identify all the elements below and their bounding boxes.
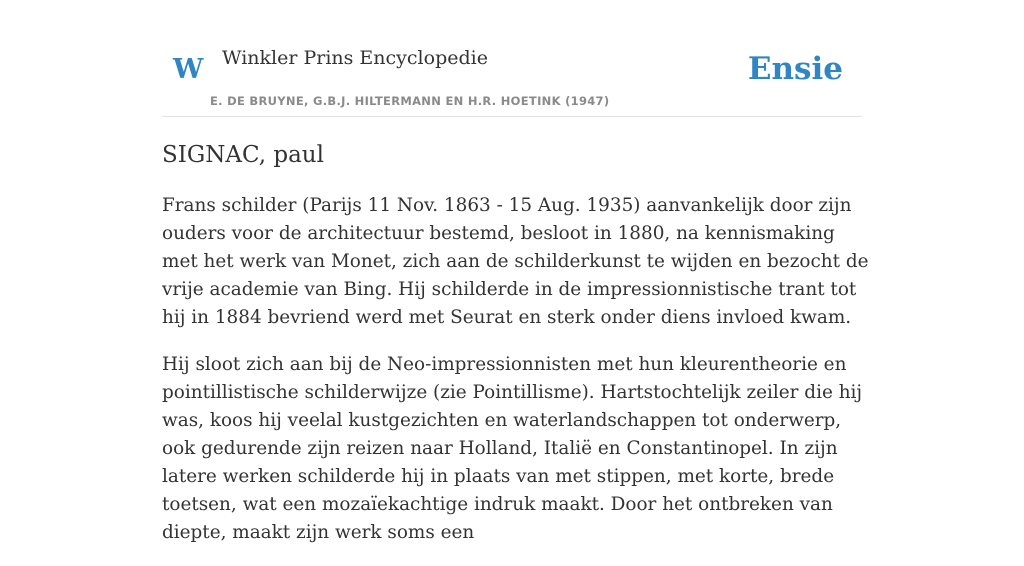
article-title: SIGNAC, paul [162,142,324,168]
site-header [162,0,862,117]
winkler-prins-logo[interactable]: W [173,54,204,85]
article-paragraph: Hij sloot zich aan bij de Neo-impressionnisten met hun kleurentheorie en pointillistische schilderwijze (zie Pointillisme). Hartstochtelijk zeiler die hij was, koos hij veelal kustgezichten en waterlandschappen tot onderwerp, ook gedurende zijn reizen naar Holland, Italië en Constantinopel. In zijn latere werken schilderde hij in plaats van met stippen, met korte, brede toetsen, wat een mozaïekachtige indruk maakt. Door het ontbreken van diepte, maakt zijn werk soms een [162,354,863,543]
article-paragraph: Frans schilder (Parijs 11 Nov. 1863 - 15 Aug. 1935) aanvankelijk door zijn ouders voor de architectuur bestemd, besloot in 1880, na kennismaking met het werk van Monet, zich aan de schilderkunst te wijden en bezocht de vrije academie van Bing. Hij schilderde in de impressionnistische trant tot hij in 1884 bevriend werd met Seurat en sterk onder diens invloed kwam. [162,195,869,328]
article-body [162,192,872,566]
source-title[interactable]: Winkler Prins Encyclopedie [222,47,488,69]
source-authors: E. DE BRUYNE, G.B.J. HILTERMANN EN H.R. HOETINK (1947) [210,94,610,108]
ensie-logo[interactable]: Ensie [747,51,843,87]
